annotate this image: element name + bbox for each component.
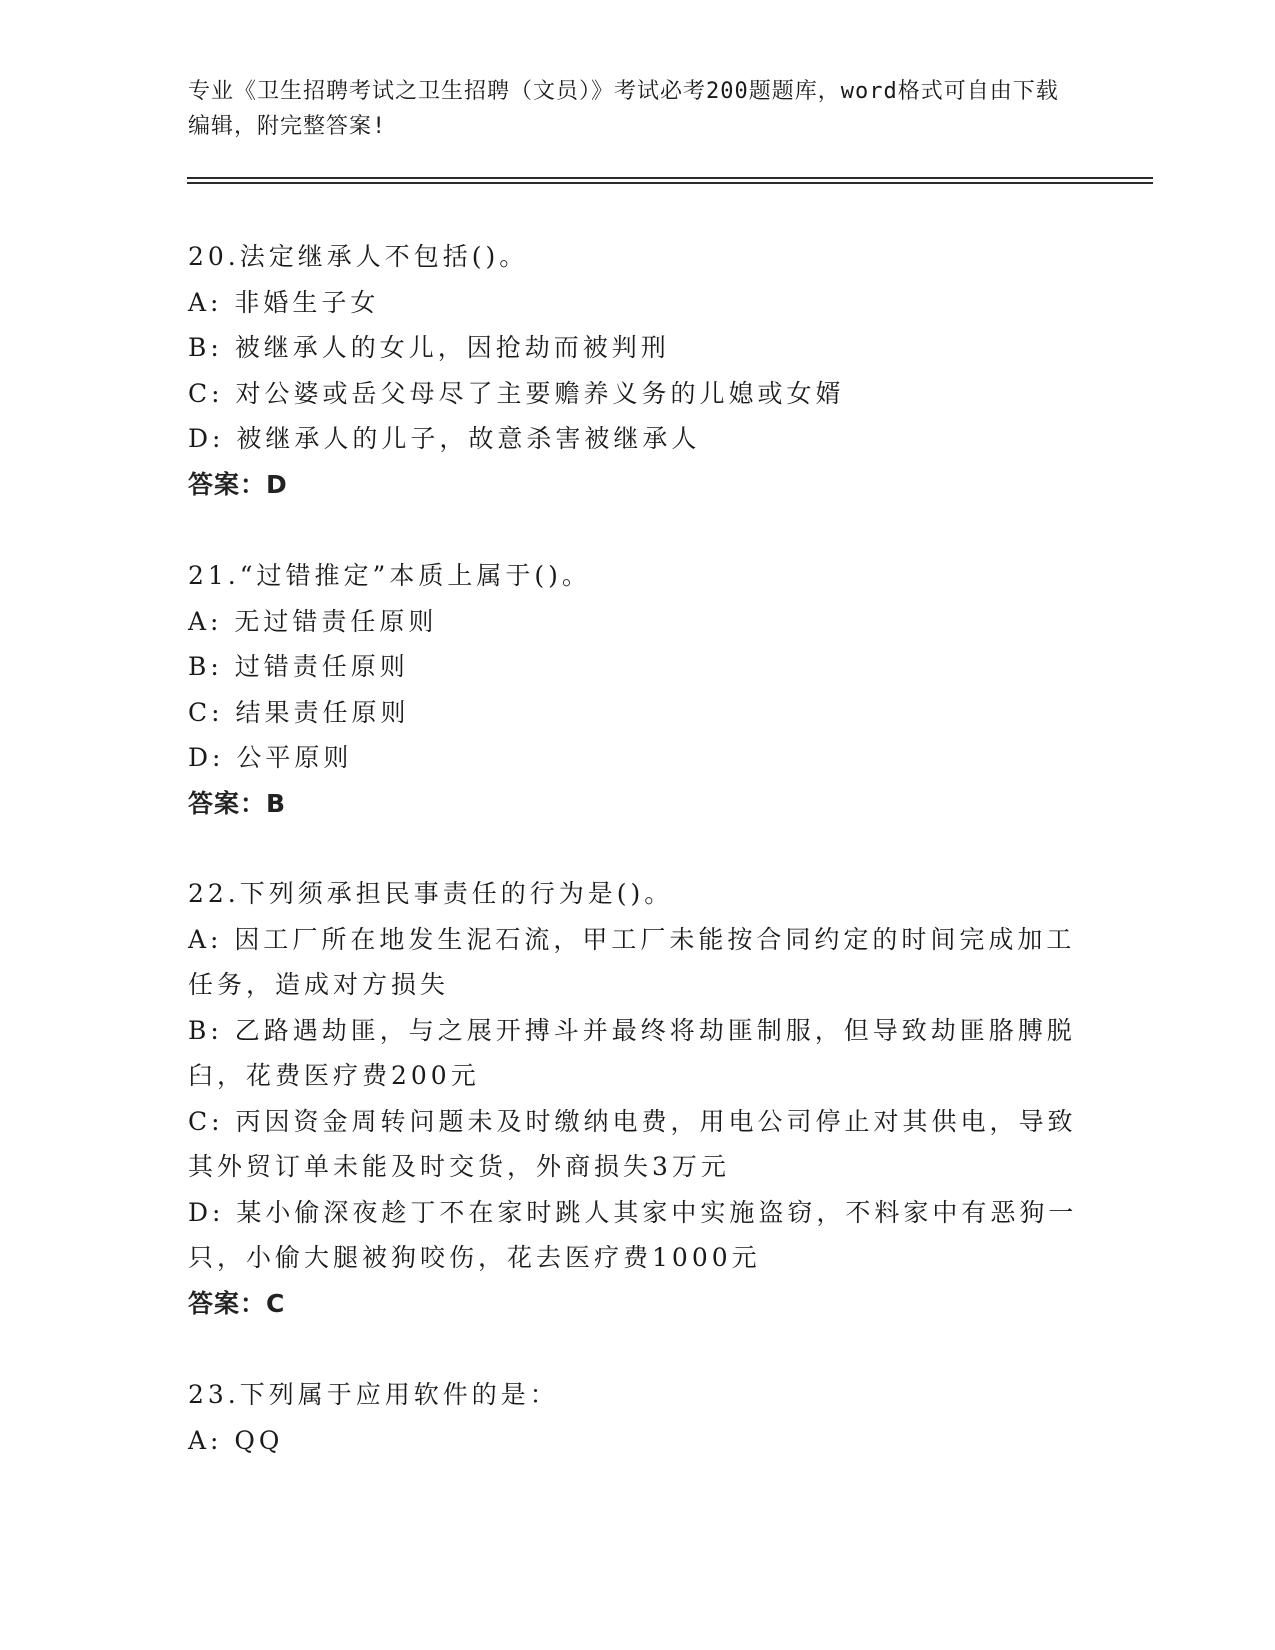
question-stem: 21.“过错推定”本质上属于()。 (188, 561, 591, 590)
option-a: A: 非婚生子女 (188, 287, 380, 317)
question-20 (188, 234, 1078, 507)
option-c: C: 丙因资金周转问题未及时缴纳电费，用电公司停止对其供电，导致其外贸订单未能及时交货，外商损失3万元 (188, 1106, 1077, 1181)
option-d: D: 被继承人的儿子，故意杀害被继承人 (188, 424, 701, 453)
question-22 (188, 871, 1078, 1326)
answer-label: 答案：D (188, 469, 288, 499)
question-stem: 22.下列须承担民事责任的行为是()。 (188, 879, 674, 908)
option-b: B: 乙路遇劫匪，与之展开搏斗并最终将劫匪制服，但导致劫匪胳膊脱臼，花费医疗费200元 (188, 1015, 1076, 1090)
answer-label: 答案：C (188, 1288, 286, 1318)
question-stem: 20.法定继承人不包括()。 (188, 242, 529, 271)
question-stem: 23.下列属于应用软件的是： (188, 1380, 559, 1409)
question-21 (188, 553, 1078, 826)
option-d: D: 某小偷深夜趁丁不在家时跳人其家中实施盗窃，不料家中有恶狗一只，小偷大腿被狗咬伤，花去医疗费1000元 (188, 1197, 1078, 1272)
option-a: A: QQ (188, 1425, 284, 1455)
option-b: B: 过错责任原则 (188, 652, 409, 681)
option-a: A: 因工厂所在地发生泥石流，甲工厂未能按合同约定的时间完成加工任务，造成对方损失 (188, 924, 1076, 999)
option-d: D: 公平原则 (188, 743, 353, 772)
header-divider-bottom (187, 182, 1153, 184)
header-divider-top (187, 177, 1153, 179)
option-c: C: 结果责任原则 (188, 697, 410, 727)
question-23 (188, 1372, 1078, 1463)
option-a: A: 无过错责任原则 (188, 606, 438, 636)
document-header: 专业《卫生招聘考试之卫生招聘（文员）》考试必考200题题库，word格式可自由下载编辑，附完整答案! (188, 79, 1059, 139)
option-c: C: 对公婆或岳父母尽了主要赡养义务的儿媳或女婿 (188, 378, 845, 408)
answer-label: 答案：B (188, 788, 287, 818)
option-b: B: 被继承人的女儿，因抢劫而被判刑 (188, 333, 670, 362)
